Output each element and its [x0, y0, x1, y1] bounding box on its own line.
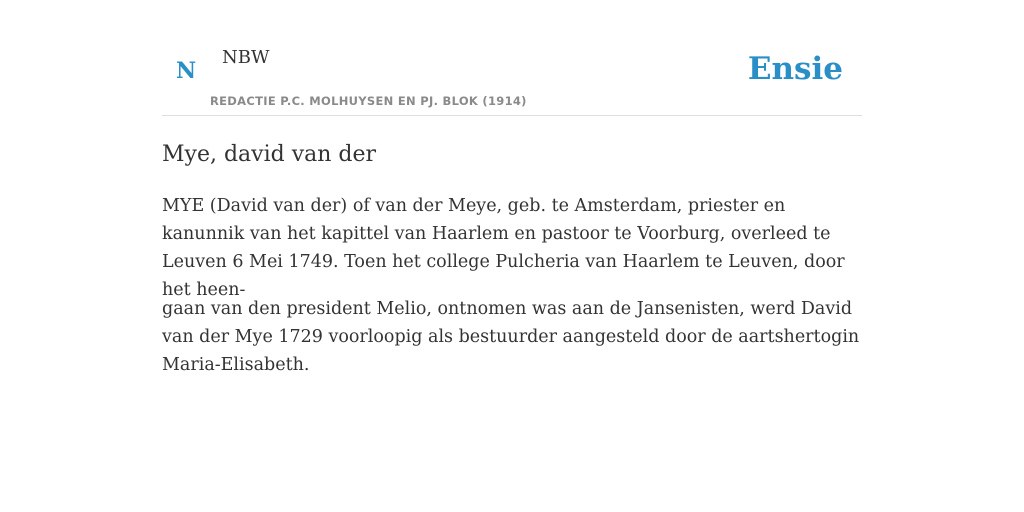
source-logo-icon[interactable]: N [176, 58, 197, 84]
article-paragraph: gaan van den president Melio, ontnomen was aan de Jansenisten, werd David van der Mye 1729 voorloopig als bestuurder aangesteld door de aartshertogin Maria-Elisabeth. [162, 299, 860, 375]
article-paragraph: MYE (David van der) of van der Meye, geb. te Amsterdam, priester en kanunnik van het kapittel van Haarlem en pastoor te Voorburg, overleed te Leuven 6 Mei 1749. Toen het college Pulcheria van Haarlem te Leuven, door het heen- [162, 196, 845, 300]
brand-logo-link[interactable]: Ensie [747, 51, 843, 87]
header-divider [162, 115, 862, 116]
source-abbreviation[interactable]: NBW [222, 47, 270, 68]
source-subtitle: REDACTIE P.C. MOLHUYSEN EN PJ. BLOK (1914) [210, 94, 527, 108]
article-title: Mye, david van der [162, 142, 377, 167]
